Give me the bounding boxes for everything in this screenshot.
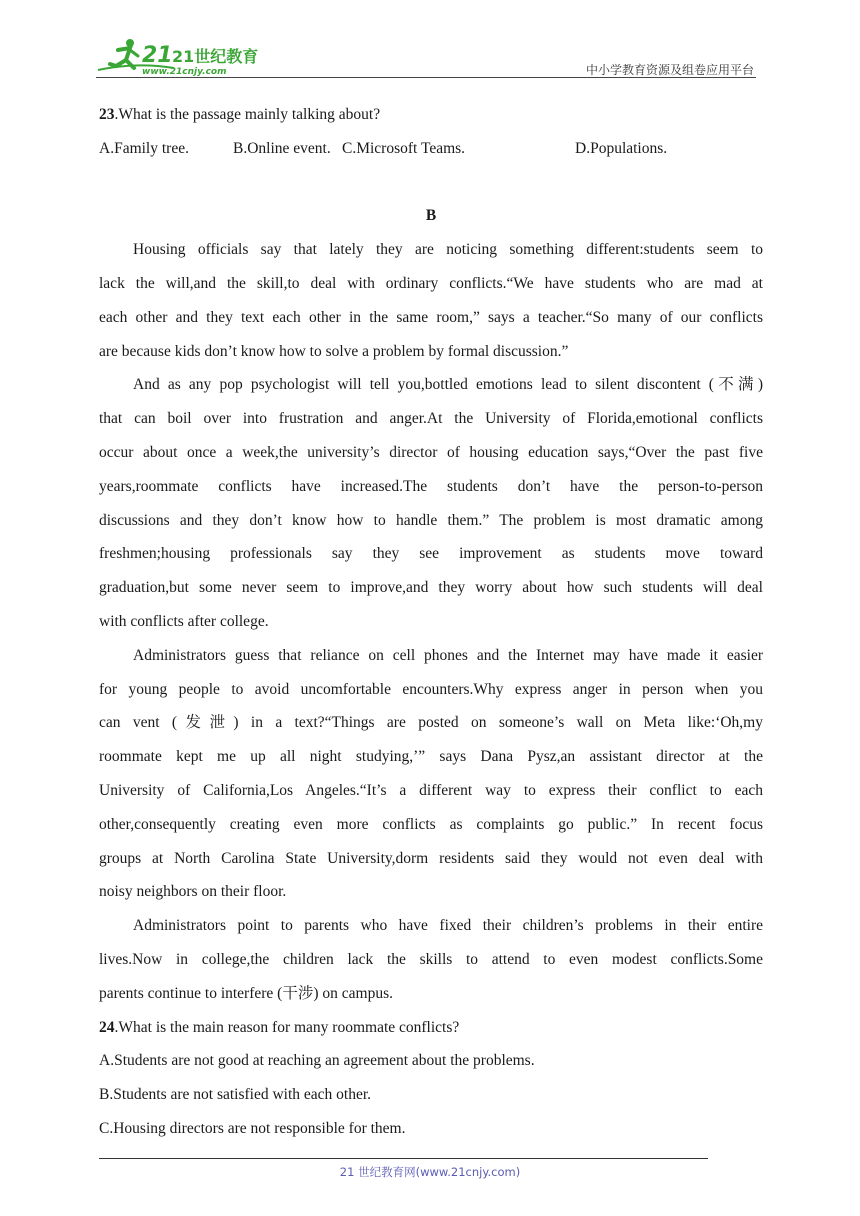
passage-line: roommate kept me up all night studying,’” says Dana Pysz,an assistant director at the bbox=[99, 748, 763, 766]
question-23-options bbox=[99, 132, 763, 166]
question-24 bbox=[99, 1011, 763, 1045]
passage-line: for young people to avoid uncomfortable encounters.Why express anger in person when you bbox=[99, 680, 763, 698]
page-header bbox=[96, 32, 756, 78]
passage-line: that can boil over into frustration and anger.At the University of Florida,emotional conflicts bbox=[99, 410, 763, 428]
section-title: B bbox=[425, 207, 437, 225]
option-c: C.Microsoft Teams. bbox=[342, 139, 466, 157]
site-logo bbox=[96, 36, 266, 76]
option-b: B.Online event. bbox=[233, 139, 331, 157]
passage-line: University of California,Los Angeles.“It’s a different way to express their conflict to each bbox=[99, 781, 763, 799]
passage-line: Administrators guess that reliance on cell phones and the Internet may have made it easier bbox=[133, 646, 763, 664]
passage-line: years,roommate conflicts have increased.The students don’t have the person-to-person bbox=[99, 477, 763, 495]
passage-line: freshmen;housing professionals say they see improvement as students move toward bbox=[99, 545, 763, 563]
passage-line: lives.Now in college,the children lack the skills to attend to even modest conflicts.Some bbox=[99, 950, 763, 968]
passage-line: groups at North Carolina State University,dorm residents said they would not even deal with bbox=[99, 849, 763, 867]
passage-line: graduation,but some never seem to improve,and they worry about how such students will deal bbox=[99, 579, 763, 597]
svg-text:www.21cnjy.com: www.21cnjy.com bbox=[142, 67, 227, 76]
spacer bbox=[99, 166, 763, 200]
document-body bbox=[99, 98, 763, 1146]
question-stem: .What is the passage mainly talking about? bbox=[114, 106, 381, 123]
option-d: D.Populations. bbox=[575, 139, 668, 157]
passage-line: noisy neighbors on their floor. bbox=[99, 883, 287, 901]
passage-line: And as any pop psychologist will tell you,bottled emotions lead to silent discontent (不满) bbox=[133, 376, 763, 394]
header-platform-name: 中小学教育资源及组卷应用平台 bbox=[585, 63, 754, 77]
header-divider bbox=[96, 77, 756, 78]
passage-line: Administrators point to parents who have fixed their children’s problems in their entire bbox=[133, 917, 763, 935]
option-c: C.Housing directors are not responsible for them. bbox=[99, 1119, 406, 1137]
passage-line: other,consequently creating even more conflicts as complaints go public.” In recent focus bbox=[99, 815, 763, 833]
page-footer: 21 世纪教育网(www.21cnjy.com) bbox=[339, 1165, 521, 1179]
svg-text:21: 21 bbox=[142, 43, 173, 68]
question-23 bbox=[99, 98, 763, 132]
footer-divider bbox=[99, 1158, 708, 1159]
passage-line: occur about once a week,the university’s director of housing education says,“Over the past five bbox=[99, 443, 763, 461]
passage-line: lack the will,and the skill,to deal with ordinary conflicts.“We have students who are mad at bbox=[99, 274, 763, 292]
question-stem: .What is the main reason for many roommate conflicts? bbox=[114, 1018, 460, 1036]
passage-line: can vent (发泄) in a text?“Things are posted on someone’s wall on Meta like:‘Oh,my bbox=[99, 714, 763, 732]
passage-line: are because kids don’t know how to solve a problem by formal discussion.” bbox=[99, 342, 569, 360]
question-number: 24 bbox=[99, 1018, 115, 1036]
passage-line: discussions and they don’t know how to handle them.” The problem is most dramatic among bbox=[99, 511, 763, 529]
svg-text:21世纪教育: 21世纪教育 bbox=[172, 47, 259, 66]
passage-line: each other and they text each other in the same room,” says a teacher.“So many of our conflicts bbox=[99, 308, 763, 326]
passage-line: Housing officials say that lately they are noticing something different:students seem to bbox=[133, 241, 763, 259]
passage-line: with conflicts after college. bbox=[99, 612, 269, 630]
option-a: A.Family tree. bbox=[99, 139, 189, 157]
question-number: 23 bbox=[99, 106, 115, 123]
passage-line: parents continue to interfere (干涉) on campus. bbox=[99, 984, 393, 1002]
option-b: B.Students are not satisfied with each other. bbox=[99, 1086, 372, 1104]
option-a: A.Students are not good at reaching an agreement about the problems. bbox=[99, 1052, 535, 1070]
